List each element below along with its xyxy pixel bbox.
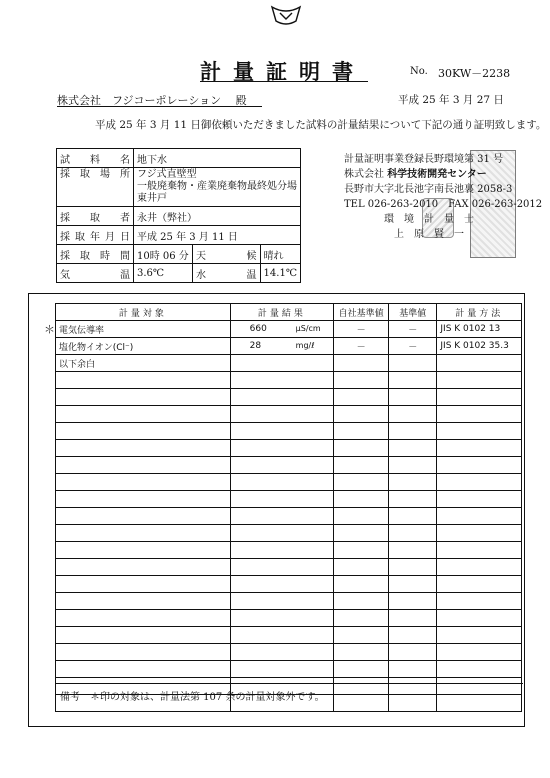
- info-row: [57, 149, 301, 168]
- col-header: 計量対象: [56, 304, 231, 321]
- blank-cell: [334, 423, 389, 440]
- table-row-blank: [56, 457, 522, 474]
- result-item: 以下余白: [56, 355, 231, 372]
- info-value: 14.1℃: [260, 264, 300, 283]
- blank-cell: [389, 372, 437, 389]
- blank-cell: [389, 474, 437, 491]
- blank-cell: [437, 576, 522, 593]
- sample-info-table: [56, 148, 301, 283]
- table-row-blank: [56, 644, 522, 661]
- blank-cell: [230, 406, 334, 423]
- blank-cell: [437, 406, 522, 423]
- result-method: JIS K 0102 13: [437, 321, 522, 338]
- place-line-1: フジ式直壁型: [137, 169, 197, 180]
- blank-cell: [389, 661, 437, 678]
- info-value: 晴れ: [260, 245, 300, 264]
- info-value: 地下水: [134, 149, 301, 168]
- blank-cell: [56, 576, 231, 593]
- result-number: 28: [249, 341, 262, 351]
- blank-cell: [334, 678, 389, 695]
- blank-cell: [437, 389, 522, 406]
- blank-cell: [56, 610, 231, 627]
- blank-cell: [230, 525, 334, 542]
- nonstatutory-marker: ＊: [44, 323, 55, 336]
- company-tel-fax: TEL 026-263-2010 FAX 026-263-2012: [344, 199, 543, 210]
- blank-cell: [389, 423, 437, 440]
- blank-cell: [230, 610, 334, 627]
- result-item: 塩化物イオン(Cl⁻): [56, 338, 231, 355]
- result-method: [437, 355, 522, 372]
- table-row-blank: [56, 559, 522, 576]
- result-own-standard: －: [334, 321, 389, 338]
- blank-cell: [389, 508, 437, 525]
- blank-cell: [437, 610, 522, 627]
- info-label: 採 取 者: [57, 207, 134, 226]
- table-row-blank: [56, 423, 522, 440]
- blank-cell: [437, 661, 522, 678]
- blank-cell: [56, 457, 231, 474]
- blank-cell: [334, 576, 389, 593]
- blank-cell: [389, 389, 437, 406]
- blank-cell: [334, 389, 389, 406]
- client-name: 株式会社 フジコーポレーション 殿: [57, 94, 247, 107]
- results-table: [55, 303, 522, 712]
- result-standard: [389, 355, 437, 372]
- blank-cell: [334, 508, 389, 525]
- info-row: [57, 245, 301, 264]
- table-row: [56, 321, 522, 338]
- blank-cell: [334, 644, 389, 661]
- blank-cell: [389, 525, 437, 542]
- blank-cell: [334, 440, 389, 457]
- table-row-blank: [56, 389, 522, 406]
- blank-cell: [334, 661, 389, 678]
- blank-cell: [56, 644, 231, 661]
- blank-cell: [56, 559, 231, 576]
- col-header: 計量結果: [230, 304, 334, 321]
- blank-cell: [437, 457, 522, 474]
- info-label: 採 取 時 間: [57, 245, 134, 264]
- blank-cell: [56, 661, 231, 678]
- blank-cell: [334, 695, 389, 712]
- blank-cell: [437, 423, 522, 440]
- result-method: JIS K 0102 35.3: [437, 338, 522, 355]
- blank-cell: [56, 474, 231, 491]
- blank-cell: [437, 491, 522, 508]
- info-label: 採取年月日: [57, 226, 134, 245]
- table-row-blank: [56, 576, 522, 593]
- blank-cell: [334, 457, 389, 474]
- table-row: [56, 355, 522, 372]
- blank-cell: [56, 627, 231, 644]
- blank-cell: [230, 593, 334, 610]
- blank-cell: [437, 474, 522, 491]
- table-row-blank: [56, 661, 522, 678]
- result-standard: －: [389, 338, 437, 355]
- blank-cell: [437, 644, 522, 661]
- blank-cell: [230, 627, 334, 644]
- blank-cell: [437, 440, 522, 457]
- blank-cell: [389, 627, 437, 644]
- result-own-standard: [334, 355, 389, 372]
- blank-cell: [56, 440, 231, 457]
- title-underline: [200, 81, 368, 82]
- blank-cell: [437, 695, 522, 712]
- blank-cell: [334, 593, 389, 610]
- blank-cell: [230, 372, 334, 389]
- blank-cell: [389, 559, 437, 576]
- table-row-blank: [56, 406, 522, 423]
- info-row: [57, 226, 301, 245]
- info-label: 天 候: [192, 245, 260, 264]
- company-name: 科学技術開発センター: [387, 169, 487, 180]
- blank-cell: [334, 610, 389, 627]
- col-header: 基準値: [389, 304, 437, 321]
- info-value: 永井（弊社）: [134, 207, 301, 226]
- blank-cell: [334, 474, 389, 491]
- blank-cell: [230, 559, 334, 576]
- blank-cell: [230, 576, 334, 593]
- blank-cell: [437, 678, 522, 695]
- blank-cell: [56, 406, 231, 423]
- blank-cell: [389, 440, 437, 457]
- col-header: 自社基準値: [334, 304, 389, 321]
- blank-cell: [56, 372, 231, 389]
- document-title: 計量証明書: [200, 59, 365, 84]
- blank-cell: [56, 423, 231, 440]
- remark-text: 備考 ＊印の対象は、計量法第 107 条の計量対象外です。: [60, 692, 325, 703]
- info-value: [134, 168, 301, 207]
- blank-cell: [437, 559, 522, 576]
- table-row-blank: [56, 610, 522, 627]
- info-row: [57, 168, 301, 207]
- table-row-blank: [56, 372, 522, 389]
- table-row-blank: [56, 440, 522, 457]
- cert-number: 30KW－2238: [438, 67, 511, 80]
- result-own-standard: －: [334, 338, 389, 355]
- table-row-blank: [56, 525, 522, 542]
- blank-cell: [389, 593, 437, 610]
- blank-cell: [334, 542, 389, 559]
- blank-cell: [230, 440, 334, 457]
- blank-cell: [334, 627, 389, 644]
- blank-cell: [56, 491, 231, 508]
- engineer-name: 上 原 賢 一: [394, 229, 464, 240]
- company-address: 長野市大字北長池字南長池裏 2058-3: [344, 184, 513, 195]
- blank-cell: [389, 491, 437, 508]
- table-row-blank: [56, 474, 522, 491]
- blank-cell: [56, 389, 231, 406]
- remark-divider: [56, 683, 523, 684]
- blank-cell: [437, 542, 522, 559]
- blank-cell: [56, 542, 231, 559]
- blank-cell: [389, 695, 437, 712]
- blank-cell: [389, 644, 437, 661]
- table-row-blank: [56, 593, 522, 610]
- result-value: [230, 338, 334, 355]
- blank-cell: [389, 678, 437, 695]
- info-value: 平成 25 年 3 月 11 日: [134, 226, 301, 245]
- blank-cell: [437, 593, 522, 610]
- registration-block: [344, 152, 542, 242]
- result-value: [230, 321, 334, 338]
- info-label: 採 取 場 所: [57, 168, 134, 207]
- blank-cell: [230, 389, 334, 406]
- info-label: 水 温: [192, 264, 260, 283]
- client-underline: [57, 106, 262, 107]
- table-row-blank: [56, 491, 522, 508]
- cert-number-label: No.: [410, 66, 428, 77]
- blank-cell: [437, 372, 522, 389]
- blank-cell: [56, 525, 231, 542]
- results-header-row: [56, 304, 522, 321]
- blank-cell: [389, 576, 437, 593]
- result-unit: μS/cm: [295, 324, 321, 333]
- place-line-3: 東井戸: [137, 193, 167, 204]
- table-row-blank: [56, 508, 522, 525]
- blank-cell: [334, 559, 389, 576]
- blank-cell: [334, 372, 389, 389]
- table-row: [56, 338, 522, 355]
- result-value: [230, 355, 334, 372]
- blank-cell: [437, 627, 522, 644]
- blank-cell: [437, 508, 522, 525]
- info-value: 3.6℃: [134, 264, 193, 283]
- info-label: 気 温: [57, 264, 134, 283]
- place-line-2: 一般廃棄物・産業廃棄物最終処分場: [137, 181, 297, 192]
- blank-cell: [230, 491, 334, 508]
- blank-cell: [230, 423, 334, 440]
- issue-date: 平成 25 年 3 月 27 日: [398, 94, 504, 106]
- result-standard: －: [389, 321, 437, 338]
- registration-number: 計量証明事業登録長野環境第 31 号: [344, 154, 504, 165]
- blank-cell: [389, 406, 437, 423]
- blank-cell: [334, 406, 389, 423]
- company-prefix: 株式会社: [344, 169, 384, 180]
- blank-cell: [389, 610, 437, 627]
- blank-cell: [334, 525, 389, 542]
- blank-cell: [230, 644, 334, 661]
- blank-cell: [230, 508, 334, 525]
- blank-cell: [389, 457, 437, 474]
- result-unit: mg/ℓ: [295, 341, 315, 350]
- result-item: 電気伝導率: [56, 321, 231, 338]
- table-row-blank: [56, 627, 522, 644]
- engineer-title: 環 境 計 量 士: [384, 214, 474, 225]
- blank-cell: [230, 542, 334, 559]
- info-row: [57, 264, 301, 283]
- col-header: 計量方法: [437, 304, 522, 321]
- result-number: 660: [249, 324, 267, 334]
- emblem-logo: [270, 5, 302, 27]
- info-value: 10時 06 分: [134, 245, 193, 264]
- intro-text: 平成 25 年 3 月 11 日御依頼いただきました試料の計量結果について下記の通り証明致します。: [95, 119, 547, 131]
- info-row: [57, 207, 301, 226]
- table-row-blank: [56, 542, 522, 559]
- blank-cell: [334, 491, 389, 508]
- blank-cell: [56, 593, 231, 610]
- blank-cell: [230, 457, 334, 474]
- info-label: 試 料 名: [57, 149, 134, 168]
- blank-cell: [230, 661, 334, 678]
- blank-cell: [389, 542, 437, 559]
- blank-cell: [230, 474, 334, 491]
- blank-cell: [56, 508, 231, 525]
- company-line: [344, 167, 542, 182]
- blank-cell: [437, 525, 522, 542]
